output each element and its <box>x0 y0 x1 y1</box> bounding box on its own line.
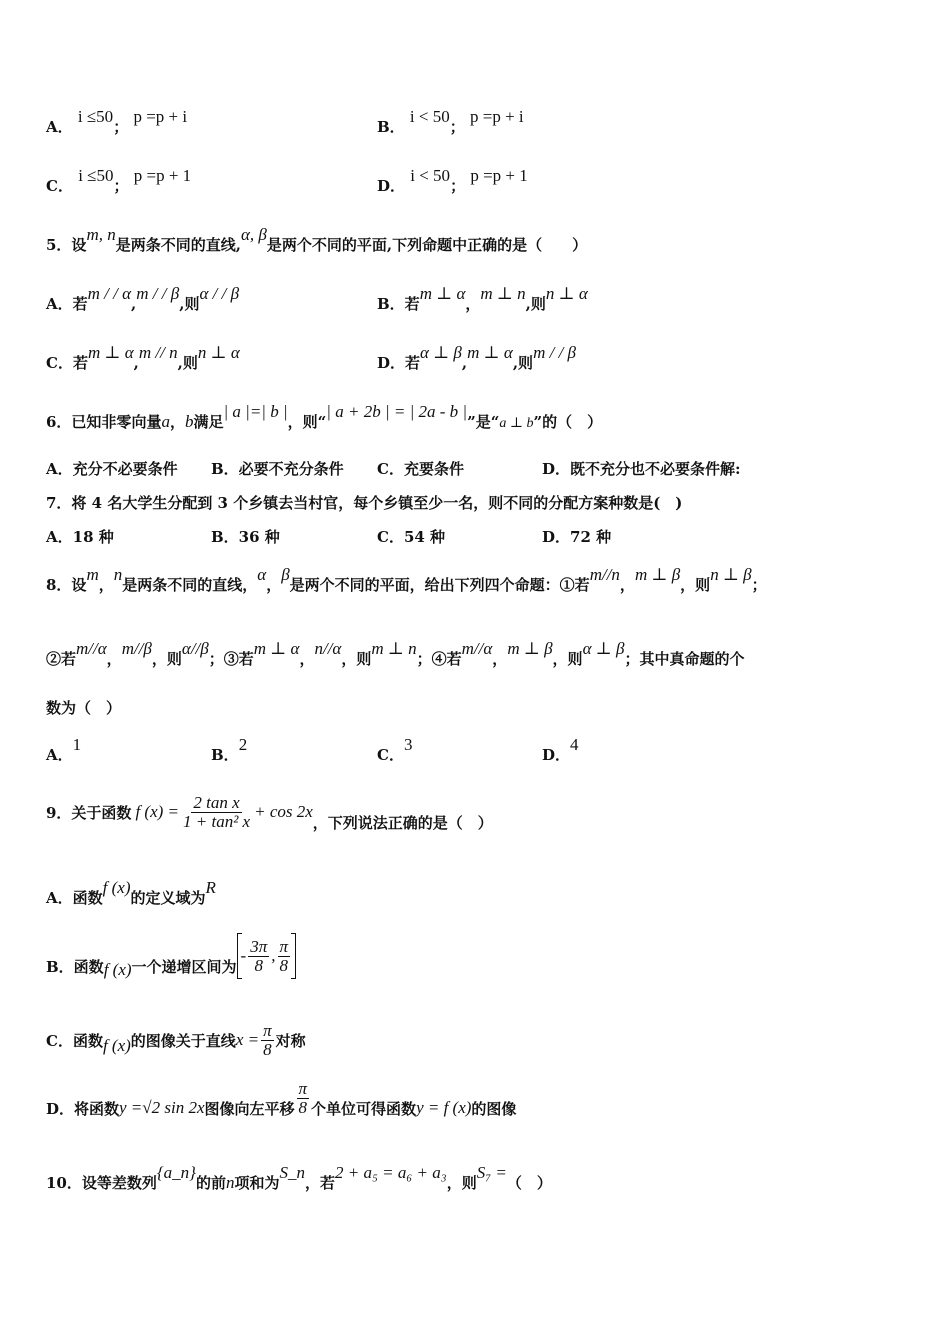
q9-interval: - $\frac{3\pi}{8}$ , $\frac{\pi}{8}$ <box>237 934 296 978</box>
q5-stem: 5．设m, n是两条不同的直线,α, β是两个不同的平面,下列命题中正确的是（ ） <box>46 225 588 254</box>
q9-option-a: A．函数f (x)的定义域为R <box>46 878 216 907</box>
q6-option-b: B．必要不充分条件 <box>211 460 344 478</box>
q5-option-b: B．若m ⊥ α，m ⊥ n,则n ⊥ α <box>377 284 588 313</box>
q9-option-c: C．函数 f (x) 的图像关于直线 x = $\frac{\pi}{8}$ 对称 <box>46 1020 306 1059</box>
q7-option-a: A．18 种 <box>46 528 114 546</box>
q10-stem: 10．设等差数列{a_n}的前n项和为S_n，若2 + a₅ = a₆ + a₃，则S₇ =（ ） <box>46 1163 552 1192</box>
q4-option-c: C． i ≤50； p =p + 1 <box>46 166 192 195</box>
q5-option-d: D．若α ⊥ β,m ⊥ α,则m / / β <box>377 343 577 372</box>
q5-option-c: C．若m ⊥ α,m // n,则n ⊥ α <box>46 343 240 372</box>
q4-a-cond: i ≤50 <box>77 107 114 126</box>
q7-option-c: C．54 种 <box>377 528 446 546</box>
q8-stem-line1: 8．设m，n是两条不同的直线，α，β是两个不同的平面，给出下列四个命题：①若m//n，m ⊥ β，则n ⊥ β； <box>46 565 767 594</box>
q4-a-expr: p =p + i <box>133 107 188 126</box>
q9-stem: 9．关于函数 f (x) = $\frac{\text{2 tan x}}{\text{1 + tan² x}}$ + cos 2x ，下列说法正确的是（ ） <box>46 792 493 832</box>
q7-option-b: B．36 种 <box>211 528 280 546</box>
q8-option-b: B．2 <box>211 735 248 764</box>
q8-option-a: A．1 <box>46 735 82 764</box>
q8-stem-line3: 数为（ ） <box>46 699 122 717</box>
q9-option-b: B．函数 f (x) 一个递增区间为 - $\frac{3\pi}{8}$ , $\frac{\pi}{8}$ <box>46 934 296 978</box>
q4-option-a: A． i ≤50； p =p + i <box>46 107 188 136</box>
q7-option-d: D．72 种 <box>542 528 612 546</box>
q6-option-a: A．充分不必要条件 <box>46 460 178 478</box>
q8-option-c: C．3 <box>377 735 413 764</box>
q5-option-a: A．若m / / α,m / / β,则α / / β <box>46 284 240 313</box>
q6-option-c: C．充要条件 <box>377 460 464 478</box>
q8-stem-line2: ②若m//α，m//β，则α//β；③若m ⊥ α，n//α，则m ⊥ n；④若m//α，m ⊥ β，则α ⊥ β；其中真命题的个 <box>46 639 745 668</box>
q7-stem: 7．将 4 名大学生分配到 3 个乡镇去当村官，每个乡镇至少一名，则不同的分配方案种数是( ) <box>46 494 683 512</box>
q8-option-d: D．4 <box>542 735 579 764</box>
q4-option-b: B． i < 50； p =p + i <box>377 107 524 136</box>
q9-fraction: $\frac{\text{2 tan x}}{\text{1 + tan² x}}$ <box>183 792 251 831</box>
q6-stem: 6．已知非零向量a，b满足| a |=| b |，则“| a + 2b | = | 2a - b |”是“a ⊥ b”的（ ） <box>46 402 603 431</box>
q4-option-d: D． i < 50； p =p + 1 <box>377 166 528 195</box>
q6-option-d: D．既不充分也不必要条件解: <box>542 460 741 478</box>
q9-option-d: D．将函数 y =√2 sin 2x 图像向左平移 $\frac{\pi}{8}$ 个单位可得函数 y = f (x) 的图像 <box>46 1078 517 1118</box>
